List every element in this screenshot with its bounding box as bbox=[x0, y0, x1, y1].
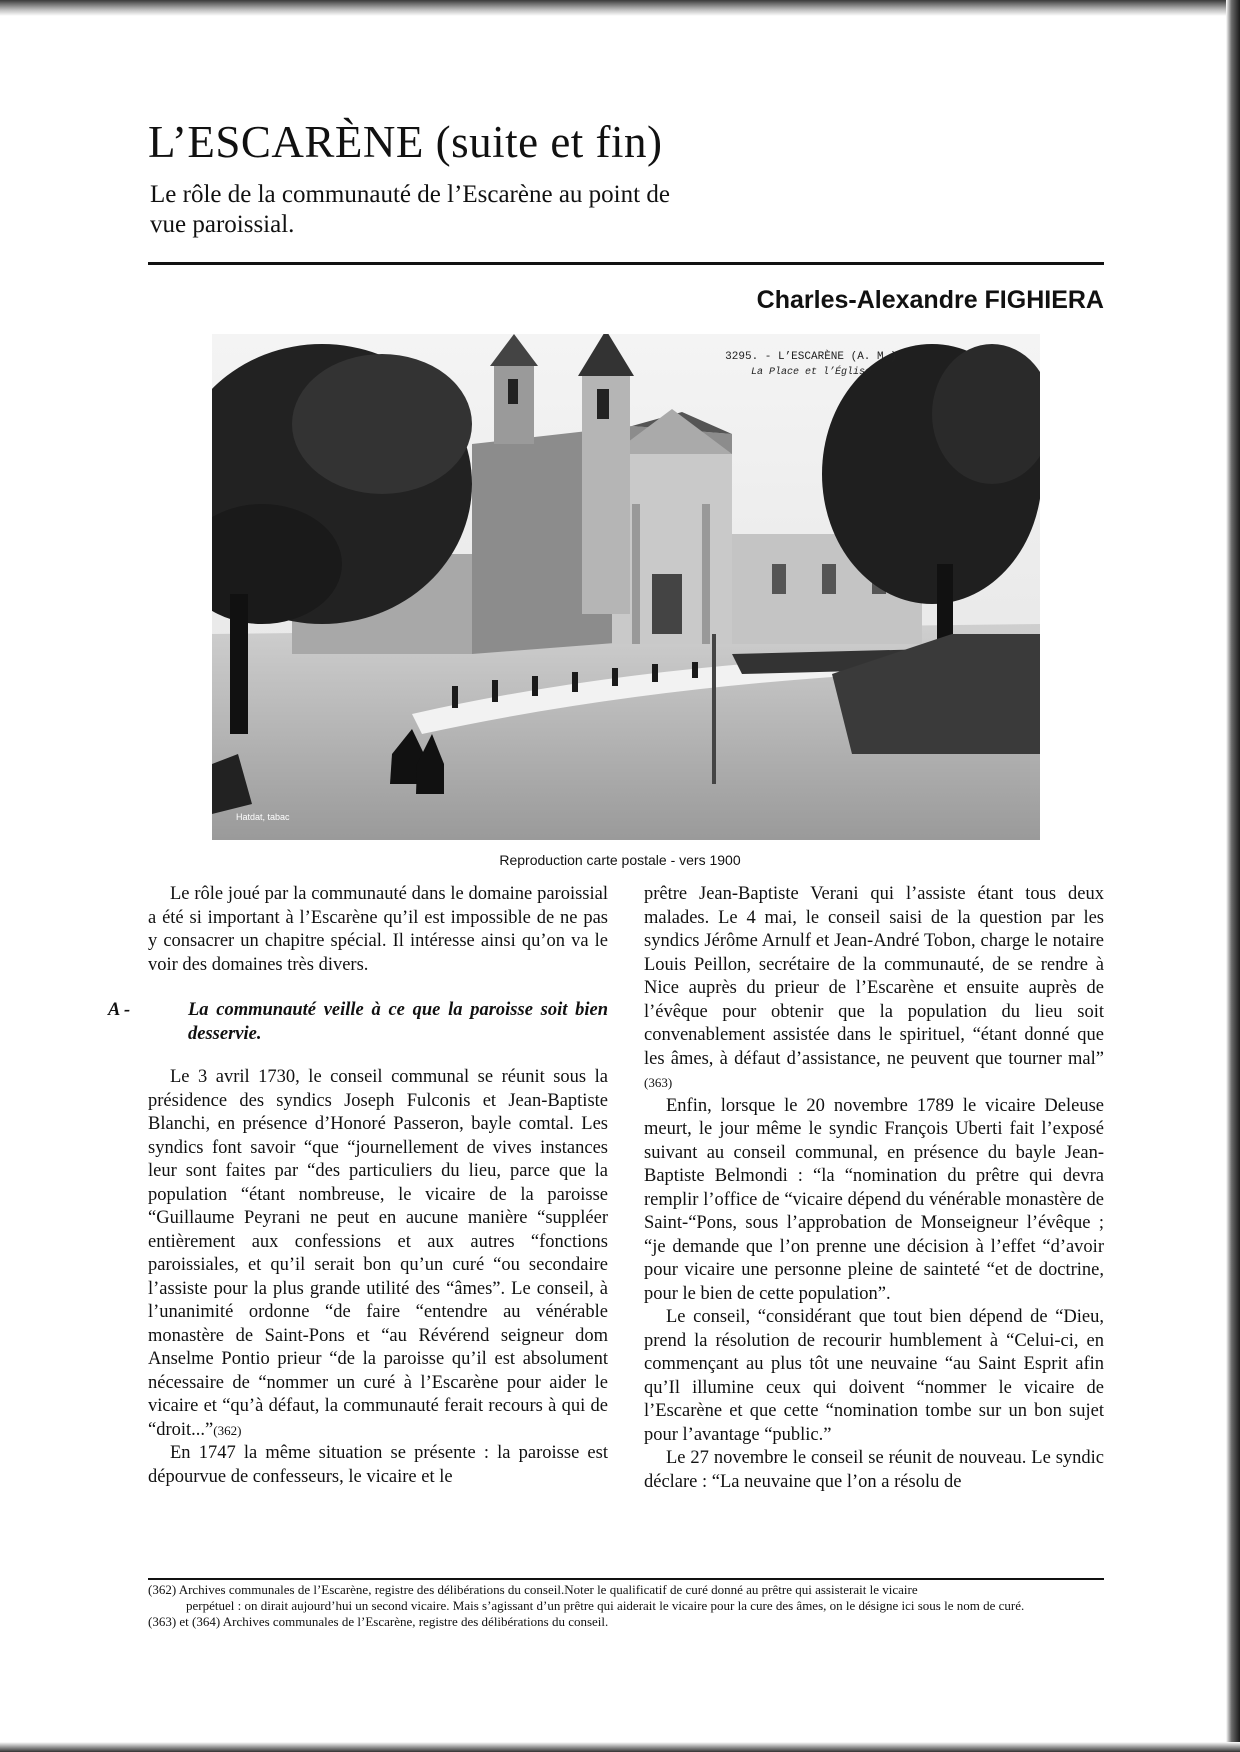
footnote-ref-363: (363) bbox=[644, 1075, 673, 1090]
section-heading-text: La communauté veille à ce que la paroisse soit bien desservie. bbox=[188, 1000, 608, 1044]
footnotes bbox=[148, 1582, 1104, 1630]
footnote-rule bbox=[148, 1578, 1104, 1580]
title-rule bbox=[148, 262, 1104, 265]
postcard-publisher: Hatdat, tabac bbox=[236, 812, 290, 822]
footnote-362: (362) Archives communales de l’Escarène, registre des délibérations du conseil.Noter le qualificatif de curé donné au prêtre qui assisterait le vicaire bbox=[148, 1582, 918, 1597]
footnote-363: (363) et (364) Archives communales de l’Escarène, registre des délibérations du conseil. bbox=[148, 1614, 609, 1629]
text-column-right bbox=[644, 883, 1104, 1494]
paragraph: Le rôle joué par la communauté dans le domaine paroissial a été si important à l’Escarène qu’il est impossible de ne pas y consacrer un chapitre spécial. Il intéresse ainsi qu’on va le voir des domaines très divers. bbox=[148, 884, 608, 975]
paragraph: Le 27 novembre le conseil se réunit de nouveau. Le syndic déclare : “La neuvaine que l’on a résolu de bbox=[644, 1448, 1104, 1492]
postcard-photo bbox=[212, 334, 1040, 840]
scan-edge-top bbox=[0, 0, 1240, 16]
postcard-title-line1: 3295. - L’ESCARÈNE (A. M.) bbox=[725, 351, 897, 363]
article-author: Charles-Alexandre FIGHIERA bbox=[756, 286, 1104, 314]
paragraph-text: Le 3 avril 1730, le conseil communal se réunit sous la présidence des syndics Joseph Fulconis et Jean-Baptiste Blanchi, en présence d’Honoré Passeron, bayle comtal. Les syndics font savoir “que “journellement de vives instances leur sont faites par “des particuliers du lieu, parce que la population “étant nombreuse, le vicaire de la paroisse “Guillaume Peyrani ne peut en aucune manière “suppléer entièrement aux confessions et aux autres “fonctions paroissiales, et qu’il serait bon qu’un curé “ou secondaire l’assiste pour la plus grande utilité des “âmes”. Le conseil, à l’unanimité ordonne “de faire “entendre au vénérable monastère de Saint-Pons et “au Révérend seigneur dom Anselme Pontio prieur “de la paroisse qu’il est absolument nécessaire de “nommer un curé à l’Escarène pour aider le vicaire et “qu’à défaut, la communauté ferait recours à qui de “droit...” bbox=[148, 1067, 608, 1440]
section-heading bbox=[108, 999, 608, 1046]
paragraph: Enfin, lorsque le 20 novembre 1789 le vicaire Deleuse meurt, le jour même le syndic François Uberti fait l’exposé suivant au conseil communal, en présence du bayle Jean-Baptiste Belmondi : “la “nomination du prêtre qui devra remplir l’office de “vicaire dépend du vénérable monastère de Saint-“Pons, sous l’approbation de Monseigneur l’évêque ; “je demande que l’on prenne une décision à l’effet “d’avoir pour vicaire une personne pleine de sainteté “et de doctrine, pour le bien de cette population”. bbox=[644, 1095, 1104, 1304]
article-subtitle: Le rôle de la communauté de l’Escarène au point de vue paroissial. bbox=[150, 181, 670, 238]
text-column-left bbox=[108, 883, 608, 1489]
paragraph-text: prêtre Jean-Baptiste Verani qui l’assiste étant tous deux malades. Le 4 mai, le conseil saisi de la question par les syndics Jérôme Arnulf et Jean-André Tobon, charge le notaire Louis Peillon, secrétaire de la communauté, de se rendre à Nice auprès du prieur de l’Escarène et ensuite auprès de l’évêque pour obtenir que la population du lieu soit convenablement assistée dans le spirituel, “étant donné que les âmes, à défaut d’assistance, ne peuvent que tourner mal” bbox=[644, 884, 1104, 1069]
scan-edge-bottom bbox=[0, 1742, 1240, 1752]
scan-edge-right bbox=[1226, 0, 1240, 1752]
photo-caption: Reproduction carte postale - vers 1900 bbox=[499, 852, 741, 868]
section-heading-letter: A - bbox=[108, 1000, 131, 1020]
church-square-illustration bbox=[212, 334, 1040, 840]
article-title: L’ESCARÈNE (suite et fin) bbox=[148, 117, 663, 167]
paragraph: En 1747 la même situation se présente : la paroisse est dépourvue de confesseurs, le vicaire et le bbox=[148, 1443, 608, 1487]
paragraph bbox=[148, 1066, 608, 1442]
postcard-title-line2: La Place et l’Église bbox=[750, 367, 872, 378]
postcard-printed-title bbox=[676, 350, 946, 380]
paragraph: Le conseil, “considérant que tout bien dépend de “Dieu, prend la résolution de recourir humblement à “Celui-ci, en commençant au plus tôt une neuvaine “au Saint Esprit afin qu’Il illumine ceux qui doivent “nommer le vicaire de l’Escarène et que cette “nomination tombe sur un bon sujet pour l’avantage “public.” bbox=[644, 1307, 1104, 1445]
paragraph bbox=[644, 883, 1104, 1095]
footnote-362-continued: perpétuel : on dirait aujourd’hui un second vicaire. Mais s’agissant d’un prêtre qui aiderait le vicaire pour la cure des âmes, on le désigne ici sous le nom de curé. bbox=[186, 1598, 1025, 1613]
footnote-ref-362: (362) bbox=[213, 1422, 242, 1438]
